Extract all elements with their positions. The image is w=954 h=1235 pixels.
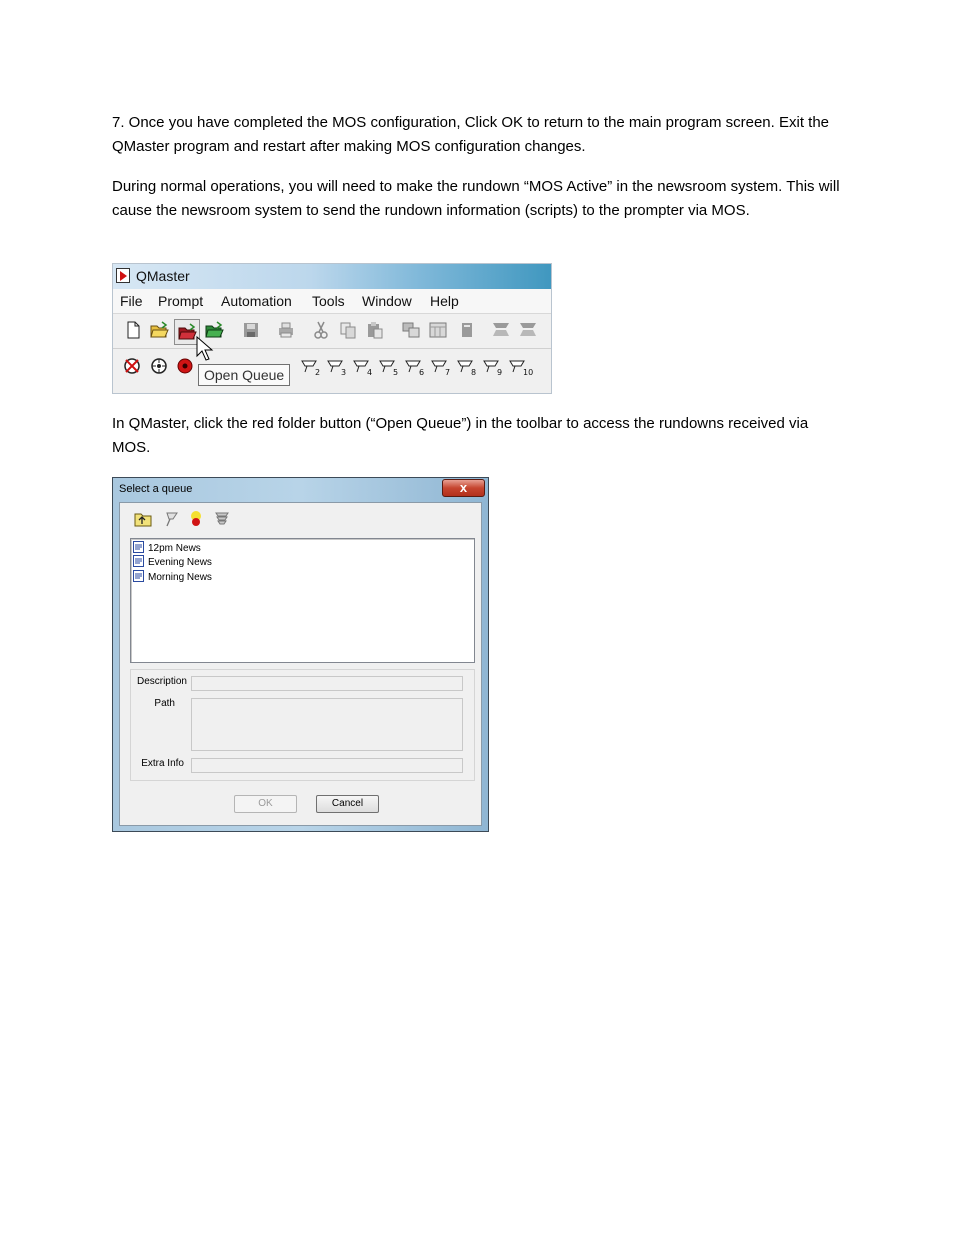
cue-number-label: 5 (393, 368, 399, 377)
qmaster-menubar (113, 289, 552, 314)
queue-document-icon (133, 570, 144, 582)
paste-icon[interactable] (365, 320, 385, 340)
step-7-paragraph: 7. Once you have completed the MOS configuration, Click OK to return to the main program screen. Exit the QMaster program and restart after making MOS configuration changes. (112, 114, 830, 155)
dialog-title: Select a queue (119, 483, 193, 495)
cue-red-icon[interactable] (186, 509, 206, 529)
qmaster-title: QMaster (136, 268, 190, 284)
queue-name: Morning News (148, 572, 212, 583)
cue-gray-icon[interactable] (161, 509, 181, 529)
extra-info-field (191, 758, 463, 773)
queue-name: Evening News (148, 557, 212, 568)
prompter-a-icon[interactable] (491, 320, 511, 340)
extra-info-label: Extra Info (141, 758, 184, 769)
qmaster-window-screenshot (112, 263, 552, 394)
record-cue-icon[interactable] (175, 356, 195, 376)
cut-icon[interactable] (311, 320, 331, 340)
open-queue-icon (177, 322, 197, 342)
qmaster-title-bar (113, 264, 552, 289)
cue-number-label: 6 (419, 368, 425, 377)
stop-cue-icon[interactable] (122, 356, 142, 376)
schedule-icon[interactable] (428, 320, 448, 340)
ok-button[interactable]: OK (234, 795, 297, 813)
path-field (191, 698, 463, 751)
target-cue-icon[interactable] (149, 356, 169, 376)
cue-number-label: 10 (523, 368, 534, 377)
dialog-body (119, 502, 482, 826)
menu-tools[interactable]: Tools (312, 293, 345, 309)
cue-number-label: 2 (315, 368, 321, 377)
folder-up-icon[interactable] (133, 509, 153, 529)
save-icon[interactable] (241, 320, 261, 340)
queue-document-icon (133, 555, 144, 567)
cue-number-label: 9 (497, 368, 503, 377)
cue-number-label: 4 (367, 368, 373, 377)
cancel-button[interactable]: Cancel (316, 795, 379, 813)
dialog-close-button[interactable] (442, 479, 485, 497)
menu-help[interactable]: Help (430, 293, 459, 309)
new-file-icon[interactable] (123, 320, 143, 340)
description-field (191, 676, 463, 691)
menu-automation[interactable]: Automation (221, 293, 292, 309)
open-queue-tooltip: Open Queue (198, 364, 290, 386)
script-icon[interactable] (457, 320, 477, 340)
list-item[interactable] (133, 555, 212, 569)
list-item[interactable] (133, 570, 212, 584)
open-queue-instruction-paragraph: In QMaster, click the red folder button (“Open Queue”) in the toolbar to access the rundowns received via MOS. (112, 415, 809, 456)
menu-window[interactable]: Window (362, 293, 412, 309)
queue-info-group (130, 669, 475, 781)
list-item[interactable] (133, 541, 201, 555)
mouse-cursor-icon (196, 336, 214, 362)
copy-icon[interactable] (338, 320, 358, 340)
cue-number-label: 7 (445, 368, 451, 377)
path-label: Path (154, 698, 175, 709)
print-icon[interactable] (276, 320, 296, 340)
select-queue-dialog (112, 477, 489, 832)
cue-number-label: 8 (471, 368, 477, 377)
close-icon: x (459, 480, 468, 495)
open-folder-icon[interactable] (149, 320, 169, 340)
queue-name: 12pm News (148, 543, 201, 554)
rundown-view-icon[interactable] (401, 320, 421, 340)
menu-file[interactable]: File (120, 293, 143, 309)
cue-number-label: 3 (341, 368, 347, 377)
normal-operations-paragraph: During normal operations, you will need to make the rundown “MOS Active” in the newsroom system. This will cause the newsroom system to send the rundown information (scripts) to the prompter via MOS. (112, 178, 840, 219)
description-label: Description (136, 676, 187, 687)
prompter-b-icon[interactable] (518, 320, 538, 340)
queue-list[interactable] (130, 538, 475, 663)
qmaster-app-icon (116, 268, 130, 283)
cue-stack-icon[interactable] (212, 509, 232, 529)
queue-document-icon (133, 541, 144, 553)
menu-prompt[interactable]: Prompt (158, 293, 204, 309)
